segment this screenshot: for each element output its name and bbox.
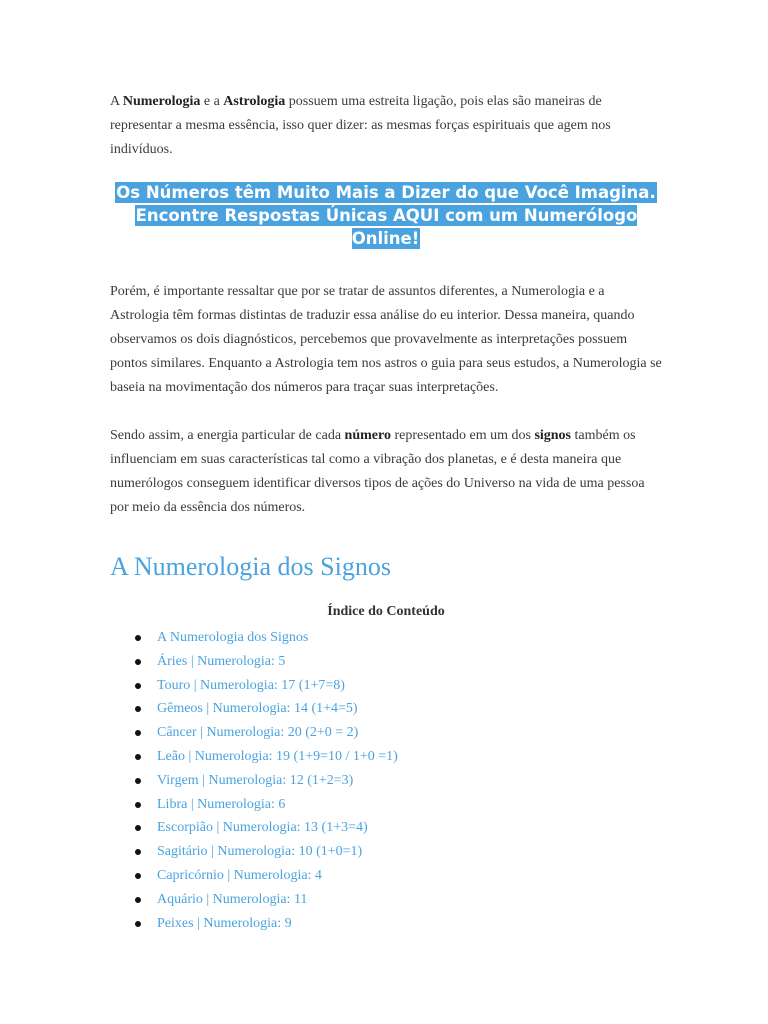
bullet-icon: [135, 706, 141, 712]
toc-link[interactable]: Capricórnio | Numerologia: 4: [157, 867, 322, 883]
bullet-icon: [135, 754, 141, 760]
intro-text-2: e a: [200, 94, 224, 109]
bullet-icon: [135, 683, 141, 689]
bullet-icon: [135, 635, 141, 641]
toc-link[interactable]: Áries | Numerologia: 5: [157, 653, 286, 669]
intro-bold-numerologia: Numerologia: [122, 94, 201, 109]
p3-text-2: representado em um dos: [390, 428, 535, 443]
toc-item: [135, 793, 662, 817]
toc-list: [110, 626, 662, 935]
paragraph-2: Porém, é importante ressaltar que por se tratar de assuntos diferentes, a Numerologia e a Astrologia têm formas distintas de traduzir essa análise do eu interior. Dessa maneira, quando observamos os dois diagnósticos, percebemos que provavelmente as interpretações possuem pontos similares. Enquanto a Astrologia tem nos astros o guia para seus estudos, a Numerologia se baseia na movimentação dos números para traçar suas interpretações.: [110, 284, 662, 395]
toc-link[interactable]: A Numerologia dos Signos: [157, 630, 309, 645]
toc-link[interactable]: Câncer | Numerologia: 20 (2+0 = 2): [157, 725, 359, 741]
toc-item: [135, 912, 662, 936]
toc-item: [135, 650, 662, 674]
toc-link[interactable]: Escorpião | Numerologia: 13 (1+3=4): [157, 820, 368, 836]
bullet-icon: [135, 730, 141, 736]
p3-bold-signos: signos: [534, 428, 572, 443]
bullet-icon: [135, 825, 141, 831]
paragraph-3: [110, 424, 662, 520]
toc-link[interactable]: Libra | Numerologia: 6: [157, 796, 286, 812]
article: [110, 90, 662, 935]
toc-item: [135, 769, 662, 793]
toc-item: [135, 626, 662, 650]
toc-link[interactable]: Sagitário | Numerologia: 10 (1+0=1): [157, 844, 363, 860]
promo-line-2[interactable]: Encontre Respostas Únicas AQUI com um Numerólogo Online!: [135, 206, 638, 248]
promo-banner[interactable]: [110, 181, 662, 250]
toc-link[interactable]: Gêmeos | Numerologia: 14 (1+4=5): [157, 701, 358, 717]
toc-item: [135, 888, 662, 912]
toc-item: [135, 721, 662, 745]
intro-bold-astrologia: Astrologia: [223, 94, 286, 109]
toc-link[interactable]: Aquário | Numerologia: 11: [157, 891, 308, 907]
bullet-icon: [135, 873, 141, 879]
toc-link[interactable]: Virgem | Numerologia: 12 (1+2=3): [157, 772, 354, 788]
bullet-icon: [135, 778, 141, 784]
intro-paragraph: [110, 90, 662, 162]
toc-item: [135, 697, 662, 721]
section-heading: A Numerologia dos Signos: [110, 552, 391, 581]
intro-text-1: A: [110, 94, 123, 109]
toc-item: [135, 674, 662, 698]
toc-item: [135, 745, 662, 769]
toc-link[interactable]: Leão | Numerologia: 19 (1+9=10 / 1+0 =1): [157, 748, 398, 764]
bullet-icon: [135, 802, 141, 808]
bullet-icon: [135, 921, 141, 927]
toc-item: [135, 864, 662, 888]
p3-text-3: também os influenciam em suas características tal como a vibração dos planetas, e é desta maneira que numerólogos conseguem identificar diversos tipos de ações do Universo na vida de uma pessoa por meio da essência dos números.: [110, 428, 645, 515]
toc-item: [135, 840, 662, 864]
bullet-icon: [135, 659, 141, 665]
toc-item: [135, 816, 662, 840]
toc-link[interactable]: Touro | Numerologia: 17 (1+7=8): [157, 677, 345, 693]
bullet-icon: [135, 897, 141, 903]
toc-title: Índice do Conteúdo: [327, 604, 445, 619]
promo-line-1[interactable]: Os Números têm Muito Mais a Dizer do que Você Imagina.: [116, 183, 656, 202]
bullet-icon: [135, 849, 141, 855]
toc-link[interactable]: Peixes | Numerologia: 9: [157, 915, 292, 931]
intro-text-3: possuem uma estreita ligação, pois elas são maneiras de representar a mesma essência, isso quer dizer: as mesmas forças espirituais que agem nos indivíduos.: [110, 94, 611, 157]
p3-bold-numero: número: [344, 428, 391, 443]
p3-text-1: Sendo assim, a energia particular de cada: [110, 428, 345, 443]
